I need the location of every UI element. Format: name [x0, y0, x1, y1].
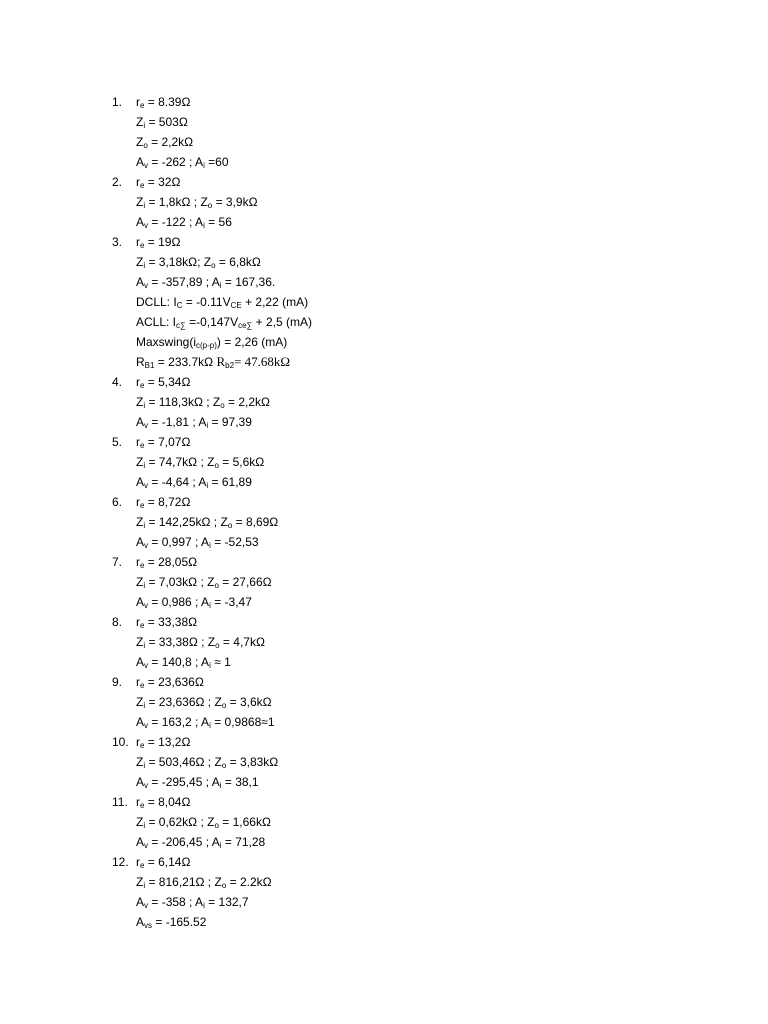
subscript-text: c∑ [176, 321, 186, 330]
line-text: Z [136, 455, 144, 469]
subscript-text: e [140, 501, 145, 510]
subscript-text: v [144, 841, 149, 850]
answer-line [136, 372, 732, 392]
subscript-text: v [144, 161, 149, 170]
item-number: 4. [112, 375, 123, 389]
subscript-text: i [143, 201, 146, 210]
subscript-text: o [220, 401, 225, 410]
line-text: = 233.7kΩ [154, 355, 217, 369]
line-text: = 3,83kΩ [226, 755, 279, 769]
answer-list [112, 92, 732, 932]
subscript-text: v [144, 481, 149, 490]
line-text: = 33,38Ω [144, 615, 198, 629]
answer-item [112, 92, 732, 172]
line-text: Z [136, 255, 144, 269]
answer-item [112, 732, 732, 792]
subscript-text: i [209, 721, 211, 730]
answer-line [136, 452, 732, 472]
subscript-text: vs [144, 921, 153, 930]
line-text: A [136, 275, 145, 289]
line-text: = -295,45 ; A [148, 775, 220, 789]
line-text: = -206,45 ; A [148, 835, 220, 849]
line-text: = -358 ; A [148, 895, 204, 909]
line-text: = 33,38Ω ; Z [145, 635, 216, 649]
line-text: Z [136, 815, 144, 829]
line-text: r [136, 495, 140, 509]
line-text: = 140,8 ; A [148, 655, 210, 669]
subscript-text: o [214, 821, 219, 830]
answer-line [136, 592, 732, 612]
line-text: = 8,72Ω [144, 495, 191, 509]
line-text: = 23,636Ω ; Z [145, 695, 222, 709]
item-lines [136, 612, 732, 672]
line-text: r [136, 95, 140, 109]
subscript-text: v [144, 281, 149, 290]
subscript-text: o [221, 701, 227, 710]
subscript-text: o [211, 261, 216, 270]
line-text: = -357,89 ; A [148, 275, 220, 289]
line-text: A [136, 655, 145, 669]
answer-item [112, 612, 732, 672]
line-text: = 816,21Ω ; Z [145, 875, 222, 889]
item-number: 11. [112, 795, 128, 809]
line-text: = 27,66Ω [218, 575, 272, 589]
answer-line [136, 492, 732, 512]
answer-item [112, 792, 732, 852]
subscript-text: e [140, 381, 145, 390]
subscript-text: ce∑ [238, 321, 253, 330]
subscript-text: i [143, 641, 146, 650]
answer-line [136, 712, 732, 732]
item-lines [136, 732, 732, 792]
subscript-text: i [206, 421, 209, 430]
subscript-text: i [219, 281, 222, 290]
subscript-text: v [144, 721, 149, 730]
answer-line [136, 412, 732, 432]
line-text: = 3,6kΩ [226, 695, 272, 709]
answer-line [136, 152, 732, 172]
line-text: r [136, 615, 140, 629]
subscript-text: i [203, 221, 205, 230]
item-number: 1. [112, 95, 123, 109]
item-number: 12. [112, 855, 129, 869]
item-number: 5. [112, 435, 123, 449]
subscript-text: v [144, 221, 149, 230]
line-text: = 2,2kΩ [147, 135, 194, 149]
line-text: Z [136, 635, 144, 649]
line-text: = 74,7kΩ ; Z [145, 455, 215, 469]
line-text: R [216, 354, 226, 369]
line-text: = 2,2kΩ [224, 395, 271, 409]
line-text: = 47.68kΩ [234, 354, 291, 369]
answer-line [136, 472, 732, 492]
subscript-text: v [144, 421, 149, 430]
line-text: = 0,62kΩ ; Z [145, 815, 215, 829]
line-text: = 38,1 [221, 775, 259, 789]
answer-line [136, 872, 732, 892]
line-text: ≈ 1 [210, 655, 231, 669]
subscript-text: i [143, 701, 146, 710]
subscript-text: e [140, 441, 145, 450]
line-text: A [136, 155, 145, 169]
answer-line [136, 692, 732, 712]
subscript-text: v [144, 901, 149, 910]
item-lines [136, 432, 732, 492]
line-text: r [136, 435, 140, 449]
answer-item [112, 492, 732, 552]
item-lines [136, 492, 732, 552]
subscript-text: i [219, 841, 222, 850]
line-text: = 28,05Ω [144, 555, 198, 569]
subscript-text: e [140, 741, 145, 750]
line-text: A [136, 595, 145, 609]
subscript-text: CE [230, 301, 242, 310]
subscript-text: o [221, 881, 227, 890]
subscript-text: i [143, 121, 146, 130]
line-text: A [136, 775, 145, 789]
item-lines [136, 232, 732, 372]
line-text: = 8,69Ω [232, 515, 279, 529]
line-text: = -165.52 [152, 915, 207, 929]
answer-line [136, 252, 732, 272]
subscript-text: i [143, 401, 146, 410]
subscript-text: c(p-p) [196, 341, 217, 350]
subscript-text: e [140, 681, 145, 690]
line-text: r [136, 555, 140, 569]
answer-line [136, 352, 732, 372]
subscript-text: o [215, 641, 220, 650]
line-text: =-0,147V [185, 315, 239, 329]
line-text: = 5,6kΩ [218, 455, 265, 469]
line-text: = 4,7kΩ [219, 635, 265, 649]
subscript-text: i [143, 461, 146, 470]
line-text: r [136, 375, 140, 389]
subscript-text: v [144, 601, 149, 610]
answer-line [136, 732, 732, 752]
line-text: A [136, 475, 145, 489]
line-text: A [136, 915, 145, 929]
line-text: A [136, 415, 145, 429]
line-text: Z [136, 195, 144, 209]
line-text: Z [136, 755, 144, 769]
answer-line [136, 892, 732, 912]
line-text: = -0.11V [182, 295, 231, 309]
subscript-text: o [214, 581, 219, 590]
subscript-text: i [209, 661, 211, 670]
subscript-text: B1 [144, 361, 155, 370]
line-text: = 503Ω [145, 115, 188, 129]
item-number: 10. [112, 735, 129, 749]
item-number: 6. [112, 495, 123, 509]
subscript-text: i [143, 881, 146, 890]
subscript-text: i [219, 781, 222, 790]
line-text: = 8.39Ω [144, 95, 191, 109]
answer-line [136, 112, 732, 132]
line-text: = 32Ω [144, 175, 181, 189]
answer-line [136, 432, 732, 452]
line-text: Z [136, 575, 144, 589]
line-text: = 3,9kΩ [212, 195, 258, 209]
line-text: = -262 ; A [148, 155, 204, 169]
line-text: = 19Ω [144, 235, 181, 249]
line-text: R [136, 355, 145, 369]
item-lines [136, 672, 732, 732]
answer-line [136, 272, 732, 292]
answer-line [136, 532, 732, 552]
line-text: r [136, 855, 140, 869]
line-text: = 118,3kΩ ; Z [145, 395, 221, 409]
answer-item [112, 172, 732, 232]
line-text: Z [136, 515, 144, 529]
line-text: = 56 [204, 215, 232, 229]
subscript-text: e [140, 101, 145, 110]
subscript-text: v [144, 541, 149, 550]
line-text: r [136, 795, 140, 809]
subscript-text: i [143, 821, 146, 830]
subscript-text: v [144, 661, 149, 670]
answer-line [136, 392, 732, 412]
line-text: = 6,8kΩ [215, 255, 261, 269]
line-text: A [136, 715, 145, 729]
line-text: = 503,46Ω ; Z [145, 755, 222, 769]
line-text: = 71,28 [221, 835, 266, 849]
line-text: DCLL: I [136, 295, 177, 309]
item-lines [136, 172, 732, 232]
line-text: = 132,7 [204, 895, 249, 909]
line-text: = -3,47 [210, 595, 252, 609]
answer-line [136, 912, 732, 932]
line-text: r [136, 735, 140, 749]
line-text: = 0,9868≈1 [210, 715, 275, 729]
line-text: + 2,5 (mA) [252, 315, 312, 329]
subscript-text: i [143, 521, 146, 530]
line-text: = -122 ; A [148, 215, 204, 229]
line-text: = 5,34Ω [144, 375, 191, 389]
line-text: A [136, 835, 145, 849]
subscript-text: i [143, 761, 146, 770]
answer-line [136, 672, 732, 692]
answer-line [136, 812, 732, 832]
answer-item [112, 232, 732, 372]
line-text: = 7,07Ω [144, 435, 191, 449]
subscript-text: o [207, 201, 213, 210]
line-text: = 0,986 ; A [148, 595, 210, 609]
answer-line [136, 552, 732, 572]
line-text: = 163,2 ; A [148, 715, 210, 729]
line-text: + 2,22 (mA) [241, 295, 309, 309]
answer-line [136, 832, 732, 852]
subscript-text: i [209, 541, 211, 550]
item-lines [136, 92, 732, 172]
line-text: = 97,39 [208, 415, 252, 429]
answer-line [136, 852, 732, 872]
answer-line [136, 132, 732, 152]
line-text: ACLL: I [136, 315, 177, 329]
answer-item [112, 552, 732, 612]
subscript-text: e [140, 561, 145, 570]
answer-line [136, 332, 732, 352]
subscript-text: i [143, 581, 146, 590]
subscript-text: e [140, 861, 145, 870]
line-text: = -1,81 ; A [148, 415, 207, 429]
answer-line [136, 512, 732, 532]
line-text: = 1,66kΩ [218, 815, 271, 829]
subscript-text: C [176, 301, 183, 310]
line-text: = 167,36. [221, 275, 276, 289]
line-text: =60 [204, 155, 229, 169]
subscript-text: e [140, 621, 145, 630]
item-number: 2. [112, 175, 123, 189]
line-text: = 0,997 ; A [148, 535, 210, 549]
item-lines [136, 372, 732, 432]
answer-line [136, 172, 732, 192]
line-text: A [136, 535, 145, 549]
answer-line [136, 312, 732, 332]
subscript-text: i [143, 261, 146, 270]
answer-line [136, 612, 732, 632]
answer-item [112, 372, 732, 432]
subscript-text: i [209, 601, 211, 610]
answer-item [112, 852, 732, 932]
answer-item [112, 432, 732, 492]
answer-line [136, 632, 732, 652]
line-text: Maxswing(i [136, 335, 197, 349]
line-text: = 142,25kΩ ; Z [145, 515, 228, 529]
line-text: = 1,8kΩ ; Z [145, 195, 208, 209]
item-lines [136, 552, 732, 612]
answer-line [136, 572, 732, 592]
line-text: A [136, 895, 145, 909]
subscript-text: i [203, 161, 205, 170]
item-lines [136, 852, 732, 932]
line-text: = 23,636Ω [144, 675, 204, 689]
item-lines [136, 792, 732, 852]
line-text: = 3,18kΩ; Z [145, 255, 212, 269]
line-text: = 61,89 [208, 475, 252, 489]
answer-line [136, 192, 732, 212]
line-text: r [136, 235, 140, 249]
answer-line [136, 772, 732, 792]
item-number: 8. [112, 615, 123, 629]
line-text: = -4,64 ; A [148, 475, 207, 489]
line-text: A [136, 215, 145, 229]
answer-item [112, 672, 732, 732]
answer-line [136, 752, 732, 772]
subscript-text: o [214, 461, 219, 470]
item-number: 9. [112, 675, 123, 689]
line-text: = 8,04Ω [144, 795, 191, 809]
line-text: = -52,53 [210, 535, 259, 549]
answer-line [136, 792, 732, 812]
line-text: = 13,2Ω [144, 735, 191, 749]
subscript-text: i [206, 481, 209, 490]
item-number: 7. [112, 555, 123, 569]
line-text: Z [136, 395, 144, 409]
subscript-text: o [227, 521, 233, 530]
subscript-text: e [140, 801, 145, 810]
line-text: = 6,14Ω [144, 855, 191, 869]
answer-line [136, 292, 732, 312]
line-text: Z [136, 115, 144, 129]
line-text: Z [136, 695, 144, 709]
line-text: r [136, 175, 140, 189]
subscript-text: o [143, 141, 148, 150]
answer-line [136, 92, 732, 112]
item-number: 3. [112, 235, 123, 249]
subscript-text: e [140, 241, 145, 250]
subscript-text: e [140, 181, 145, 190]
line-text: = 2.2kΩ [226, 875, 272, 889]
answer-line [136, 232, 732, 252]
line-text: r [136, 675, 140, 689]
line-text: Z [136, 135, 144, 149]
subscript-text: o [221, 761, 227, 770]
answer-line [136, 652, 732, 672]
line-text: ) = 2,26 (mA) [216, 335, 288, 349]
line-text: Z [136, 875, 144, 889]
subscript-text: v [144, 781, 149, 790]
subscript-text: i [203, 901, 205, 910]
answer-line [136, 212, 732, 232]
subscript-text: b2 [225, 361, 235, 370]
line-text: = 7,03kΩ ; Z [145, 575, 215, 589]
